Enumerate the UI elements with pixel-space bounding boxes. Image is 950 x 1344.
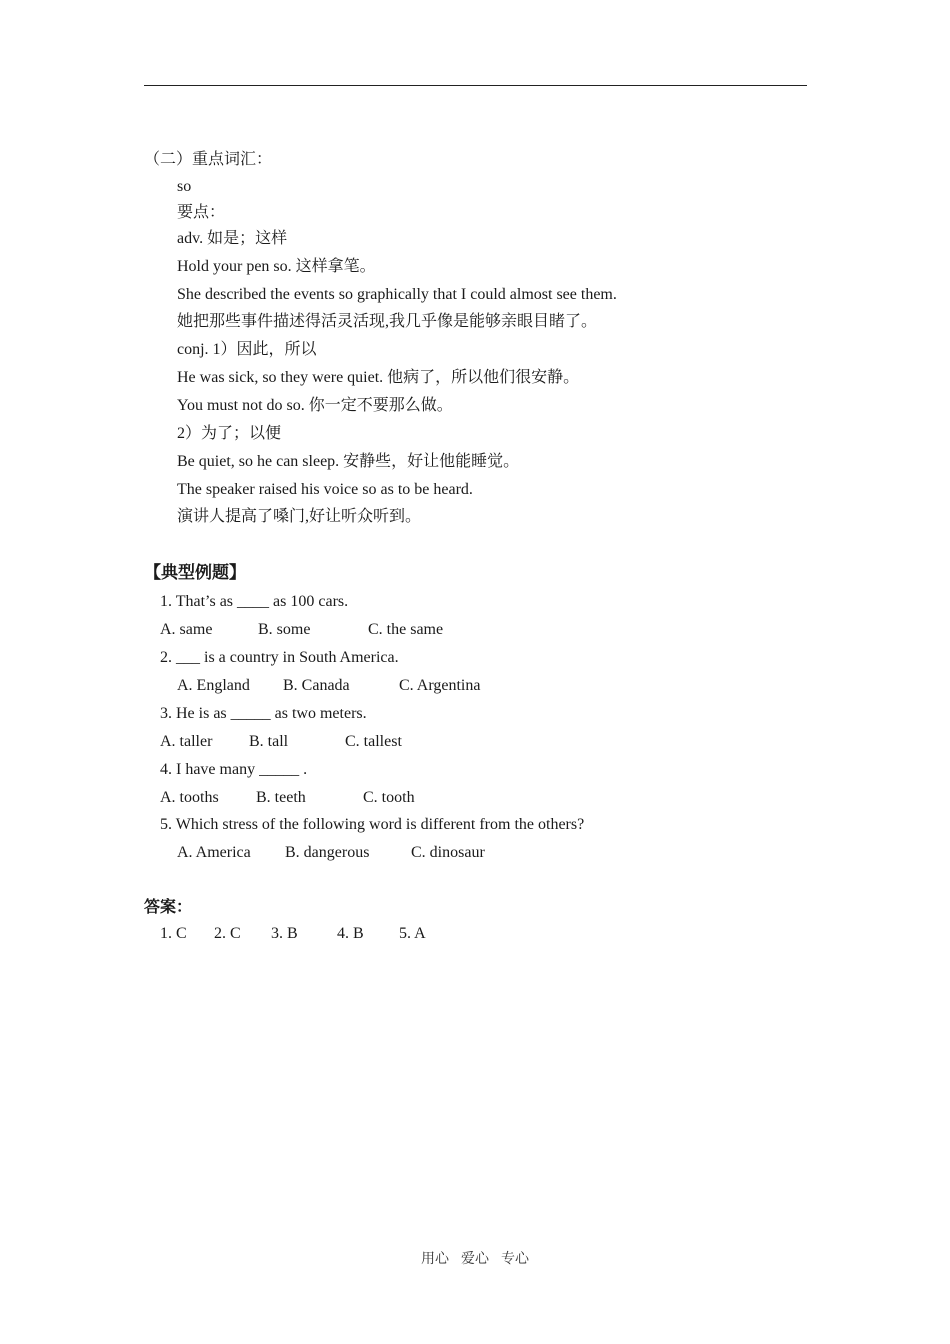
examples-title: 【典型例题】: [144, 563, 246, 582]
question-option: B. some: [258, 621, 311, 638]
vocab-line: Be quiet, so he can sleep. 安静些，好让他能睡觉。: [177, 453, 520, 470]
question-option: A. tooths: [160, 789, 219, 806]
question-option: B. tall: [249, 733, 289, 750]
page-footer: [0, 1248, 950, 1268]
question-text: 5. Which stress of the following word is different from the others?: [160, 816, 585, 833]
question-text: 3. He is as _____ as two meters.: [160, 705, 367, 722]
vocab-line: 演讲人提高了嗓门,好让听众听到。: [177, 508, 422, 525]
answer-item: 4. B: [337, 925, 364, 942]
vocab-line: Hold your pen so. 这样拿笔。: [177, 258, 376, 275]
answer-item: 3. B: [271, 925, 298, 942]
vocab-line: She described the events so graphically that I could almost see them.: [177, 286, 617, 303]
vocab-line: conj. 1）因此，所以: [177, 341, 317, 358]
footer-text: 用心: [421, 1252, 449, 1267]
question-option: A. England: [177, 677, 250, 694]
question-text: 1. That’s as ____ as 100 cars.: [160, 593, 349, 610]
question-option: C. Argentina: [399, 677, 481, 694]
vocab-line: You must not do so. 你一定不要那么做。: [177, 397, 453, 414]
vocab-line: adv. 如是；这样: [177, 230, 288, 247]
vocab-line: 2）为了；以便: [177, 425, 282, 442]
question-option: B. teeth: [256, 789, 306, 806]
answer-item: 5. A: [399, 925, 426, 942]
answer-item: 2. C: [214, 925, 241, 942]
question-option: C. dinosaur: [411, 844, 485, 861]
question-option: A. America: [177, 844, 251, 861]
question-option: A. taller: [160, 733, 213, 750]
vocab-line: The speaker raised his voice so as to be heard.: [177, 481, 473, 498]
header-rule: [144, 85, 807, 86]
vocab-section-title: （二）重点词汇：: [144, 151, 273, 168]
answers-title: 答案：: [144, 899, 193, 916]
answer-item: 1. C: [160, 925, 187, 942]
footer-text: 爱心: [461, 1252, 489, 1267]
question-text: 4. I have many _____ .: [160, 761, 308, 778]
question-option: C. the same: [368, 621, 444, 638]
vocab-line: He was sick, so they were quiet. 他病了，所以他们很安静。: [177, 369, 580, 386]
question-text: 2. ___ is a country in South America.: [160, 649, 399, 666]
vocab-line: 她把那些事件描述得活灵活现,我几乎像是能够亲眼目睹了。: [177, 313, 598, 330]
question-option: B. Canada: [283, 677, 350, 694]
key-points-label: 要点：: [177, 204, 226, 221]
question-option: C. tallest: [345, 733, 402, 750]
footer-text: 专心: [501, 1252, 529, 1267]
question-option: A. same: [160, 621, 213, 638]
question-option: B. dangerous: [285, 844, 370, 861]
question-option: C. tooth: [363, 789, 415, 806]
vocab-word: so: [177, 178, 192, 195]
